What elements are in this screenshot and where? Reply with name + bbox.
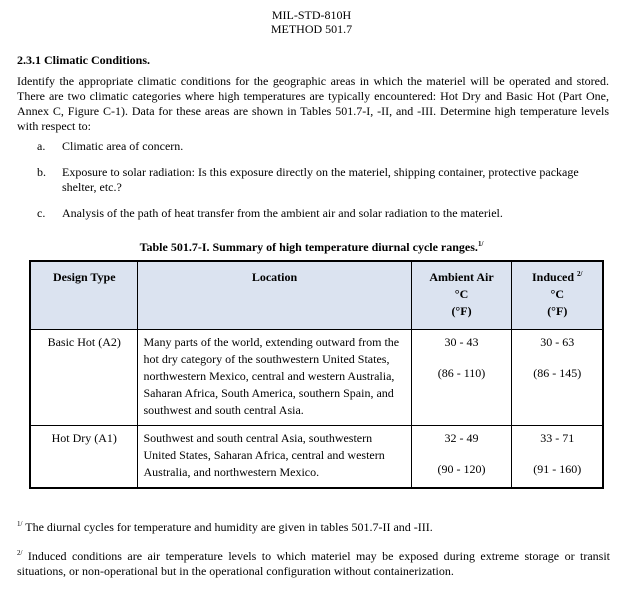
table-header-row bbox=[30, 261, 603, 330]
footnote-ref: 1/ bbox=[477, 240, 484, 248]
footnote-text: Induced conditions are air temperature levels to which materiel may be exposed during extreme storage or transit situations, or non-operational but in the operational configuration without containerization. bbox=[17, 549, 610, 578]
footnote-ref: 2/ bbox=[577, 270, 583, 278]
footnote bbox=[17, 549, 610, 579]
cell-location: Southwest and south central Asia, southwestern United States, Saharan Africa, central and western Australia, and northwestern Mexico. bbox=[137, 426, 411, 489]
document-header bbox=[0, 8, 623, 36]
intro-paragraph: Identify the appropriate climatic conditions for the geographic areas in which the materiel will be operated and stored. There are two climatic categories where high temperatures are typically encountered: Hot Dry and Basic Hot (Part One, Annex C, Figure C-1). Data for these areas are shown in Tables 501.7-I, -II, and -III. Determine high temperature levels with respect to: bbox=[17, 74, 609, 133]
temperature-table bbox=[29, 260, 604, 489]
criteria-list bbox=[37, 139, 609, 232]
column-header-design-type: Design Type bbox=[30, 261, 137, 330]
footnote-mark: 2/ bbox=[17, 549, 23, 557]
cell-ambient: 32 - 49 (90 - 120) bbox=[411, 426, 511, 489]
list-item bbox=[37, 206, 609, 221]
footnote-mark: 1/ bbox=[17, 520, 23, 528]
cell-design-type: Basic Hot (A2) bbox=[30, 330, 137, 426]
column-header-ambient-air: Ambient Air °C (°F) bbox=[411, 261, 511, 330]
footnote-text: The diurnal cycles for temperature and humidity are given in tables 501.7-II and -III. bbox=[22, 520, 433, 534]
section-title: 2.3.1 Climatic Conditions. bbox=[17, 53, 151, 67]
standard-id: MIL-STD-810H bbox=[271, 8, 352, 22]
list-marker: c. bbox=[37, 206, 46, 220]
list-item bbox=[37, 139, 609, 154]
cell-design-type: Hot Dry (A1) bbox=[30, 426, 137, 489]
method-id: METHOD 501.7 bbox=[270, 22, 353, 36]
cell-location: Many parts of the world, extending outward from the hot dry category of the southwestern United States, northwestern Mexico, central and western Australia, Saharan Africa, South America, southern Spain, and southwest and south central Asia. bbox=[137, 330, 411, 426]
list-item bbox=[37, 165, 609, 195]
cell-induced: 30 - 63 (86 - 145) bbox=[511, 330, 603, 426]
temperature-table-wrapper bbox=[29, 260, 604, 489]
list-item-text: Exposure to solar radiation: Is this exposure directly on the materiel, shipping container, protective package shelter, etc.? bbox=[62, 165, 579, 194]
column-header-location: Location bbox=[137, 261, 411, 330]
list-marker: b. bbox=[37, 165, 46, 179]
list-marker: a. bbox=[37, 139, 46, 153]
footnote bbox=[17, 520, 610, 535]
table-row bbox=[30, 426, 603, 489]
cell-induced: 33 - 71 (91 - 160) bbox=[511, 426, 603, 489]
cell-ambient: 30 - 43 (86 - 110) bbox=[411, 330, 511, 426]
column-header-induced: Induced $^{2/}$ °C (°F) bbox=[511, 261, 603, 330]
table-caption-text: Table 501.7-I. Summary of high temperature diurnal cycle ranges. bbox=[139, 240, 478, 254]
list-item-text: Analysis of the path of heat transfer from the ambient air and solar radiation to the materiel. bbox=[62, 206, 503, 220]
table-row bbox=[30, 330, 603, 426]
table-caption bbox=[0, 240, 623, 255]
list-item-text: Climatic area of concern. bbox=[62, 139, 184, 153]
